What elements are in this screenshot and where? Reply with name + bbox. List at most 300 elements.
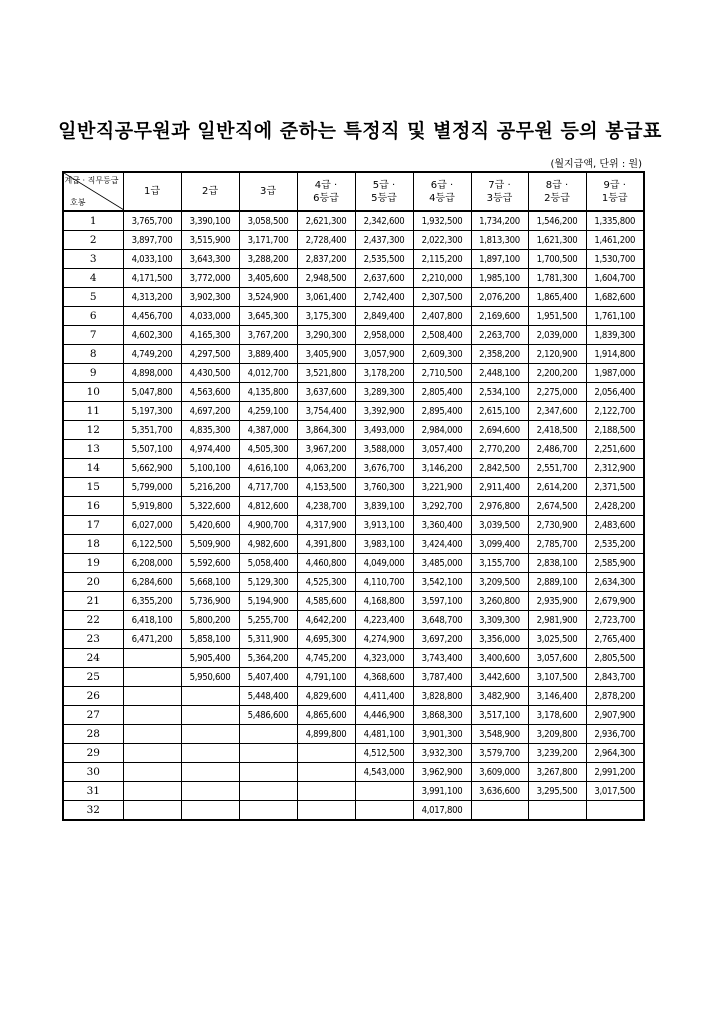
salary-cell: 4,695,300 [297, 630, 355, 649]
salary-cell [181, 763, 239, 782]
salary-cell: 3,356,000 [471, 630, 528, 649]
salary-cell: 5,047,800 [123, 383, 181, 402]
step-cell: 25 [63, 668, 123, 687]
salary-cell: 5,592,600 [181, 554, 239, 573]
salary-cell: 4,460,800 [297, 554, 355, 573]
salary-cell: 1,932,500 [413, 211, 471, 231]
salary-cell: 5,058,400 [239, 554, 297, 573]
salary-cell: 4,165,300 [181, 326, 239, 345]
salary-cell: 2,674,500 [528, 497, 586, 516]
step-cell: 21 [63, 592, 123, 611]
column-header [586, 172, 644, 211]
salary-cell: 4,745,200 [297, 649, 355, 668]
salary-cell: 3,524,900 [239, 288, 297, 307]
salary-cell: 4,168,800 [355, 592, 413, 611]
column-header [181, 172, 239, 211]
step-cell: 5 [63, 288, 123, 307]
salary-cell: 2,418,500 [528, 421, 586, 440]
salary-cell: 5,364,200 [239, 649, 297, 668]
salary-cell: 3,636,600 [471, 782, 528, 801]
salary-cell: 3,839,100 [355, 497, 413, 516]
salary-cell: 3,061,400 [297, 288, 355, 307]
salary-cell: 3,864,300 [297, 421, 355, 440]
salary-cell: 3,405,900 [297, 345, 355, 364]
salary-cell: 2,838,100 [528, 554, 586, 573]
salary-cell: 3,676,700 [355, 459, 413, 478]
step-cell: 31 [63, 782, 123, 801]
salary-cell: 6,355,200 [123, 592, 181, 611]
table-row [63, 383, 644, 402]
salary-cell: 2,407,800 [413, 307, 471, 326]
salary-cell: 1,813,300 [471, 231, 528, 250]
salary-cell [123, 801, 181, 821]
salary-cell: 3,697,200 [413, 630, 471, 649]
salary-cell: 2,115,200 [413, 250, 471, 269]
salary-cell: 4,110,700 [355, 573, 413, 592]
salary-cell [123, 687, 181, 706]
step-cell: 3 [63, 250, 123, 269]
salary-cell: 4,456,700 [123, 307, 181, 326]
column-header [413, 172, 471, 211]
salary-cell: 2,448,100 [471, 364, 528, 383]
salary-cell: 3,107,500 [528, 668, 586, 687]
table-row [63, 516, 644, 535]
step-cell: 19 [63, 554, 123, 573]
salary-cell: 6,208,000 [123, 554, 181, 573]
salary-cell: 3,648,700 [413, 611, 471, 630]
table-row [63, 345, 644, 364]
salary-cell: 2,122,700 [586, 402, 644, 421]
salary-cell: 2,371,500 [586, 478, 644, 497]
salary-cell: 2,188,500 [586, 421, 644, 440]
table-row [63, 592, 644, 611]
salary-cell [181, 725, 239, 744]
salary-cell: 3,597,100 [413, 592, 471, 611]
salary-cell: 3,517,100 [471, 706, 528, 725]
salary-cell [181, 801, 239, 821]
table-row [63, 288, 644, 307]
column-header-line: 3등급 [486, 192, 513, 204]
salary-cell: 3,057,400 [413, 440, 471, 459]
salary-cell: 2,907,900 [586, 706, 644, 725]
salary-cell: 4,642,200 [297, 611, 355, 630]
salary-cell: 3,542,100 [413, 573, 471, 592]
salary-cell: 2,615,100 [471, 402, 528, 421]
salary-cell: 4,274,900 [355, 630, 413, 649]
salary-cell: 2,843,700 [586, 668, 644, 687]
salary-cell: 2,169,600 [471, 307, 528, 326]
salary-cell: 3,609,000 [471, 763, 528, 782]
salary-cell: 1,734,200 [471, 211, 528, 231]
salary-cell: 2,842,500 [471, 459, 528, 478]
table-row [63, 801, 644, 821]
salary-cell: 4,368,600 [355, 668, 413, 687]
salary-cell: 1,546,200 [528, 211, 586, 231]
salary-cell: 4,446,900 [355, 706, 413, 725]
salary-cell [297, 744, 355, 763]
salary-cell: 3,039,500 [471, 516, 528, 535]
salary-cell: 4,717,700 [239, 478, 297, 497]
salary-cell: 3,901,300 [413, 725, 471, 744]
column-header-line: 3급 [259, 186, 277, 197]
salary-cell: 4,033,100 [123, 250, 181, 269]
salary-cell: 1,865,400 [528, 288, 586, 307]
salary-cell: 4,543,000 [355, 763, 413, 782]
salary-cell: 2,275,000 [528, 383, 586, 402]
table-row [63, 211, 644, 231]
salary-cell: 4,563,600 [181, 383, 239, 402]
table-row [63, 307, 644, 326]
salary-cell: 2,307,500 [413, 288, 471, 307]
salary-cell: 3,290,300 [297, 326, 355, 345]
salary-cell: 2,483,600 [586, 516, 644, 535]
salary-cell [471, 801, 528, 821]
salary-cell: 1,604,700 [586, 269, 644, 288]
salary-cell: 3,767,200 [239, 326, 297, 345]
table-row [63, 421, 644, 440]
salary-cell: 2,022,300 [413, 231, 471, 250]
salary-cell: 3,295,500 [528, 782, 586, 801]
step-cell: 20 [63, 573, 123, 592]
salary-cell: 3,309,300 [471, 611, 528, 630]
salary-cell: 2,895,400 [413, 402, 471, 421]
table-row [63, 668, 644, 687]
salary-cell: 4,012,700 [239, 364, 297, 383]
column-header-line: 7급 · [488, 179, 511, 191]
column-header [355, 172, 413, 211]
salary-cell: 2,770,200 [471, 440, 528, 459]
salary-cell: 5,129,300 [239, 573, 297, 592]
table-row [63, 744, 644, 763]
salary-cell: 6,418,100 [123, 611, 181, 630]
salary-cell: 2,765,400 [586, 630, 644, 649]
column-header-line: 4급 · [314, 179, 338, 191]
salary-cell: 4,017,800 [413, 801, 471, 821]
salary-cell: 4,616,100 [239, 459, 297, 478]
salary-cell: 3,983,100 [355, 535, 413, 554]
salary-cell: 2,837,200 [297, 250, 355, 269]
salary-cell: 2,958,000 [355, 326, 413, 345]
salary-cell: 4,317,900 [297, 516, 355, 535]
column-header [123, 172, 181, 211]
step-cell: 30 [63, 763, 123, 782]
salary-cell: 1,987,000 [586, 364, 644, 383]
salary-cell: 2,935,900 [528, 592, 586, 611]
salary-cell: 3,588,000 [355, 440, 413, 459]
salary-cell: 4,505,300 [239, 440, 297, 459]
salary-cell: 3,392,900 [355, 402, 413, 421]
table-row [63, 554, 644, 573]
salary-cell: 2,911,400 [471, 478, 528, 497]
salary-cell: 2,621,300 [297, 211, 355, 231]
salary-cell [123, 744, 181, 763]
salary-cell: 5,255,700 [239, 611, 297, 630]
salary-cell: 3,057,900 [355, 345, 413, 364]
salary-cell: 2,730,900 [528, 516, 586, 535]
column-header [471, 172, 528, 211]
salary-cell: 6,284,600 [123, 573, 181, 592]
salary-cell: 3,057,600 [528, 649, 586, 668]
column-header-line: 5급 · [372, 179, 396, 191]
salary-cell: 4,512,500 [355, 744, 413, 763]
salary-cell: 3,637,600 [297, 383, 355, 402]
salary-cell: 1,621,300 [528, 231, 586, 250]
table-row [63, 231, 644, 250]
salary-cell: 4,411,400 [355, 687, 413, 706]
salary-cell: 2,076,200 [471, 288, 528, 307]
table-row [63, 687, 644, 706]
salary-cell: 3,289,300 [355, 383, 413, 402]
salary-cell: 3,493,000 [355, 421, 413, 440]
salary-cell: 4,900,700 [239, 516, 297, 535]
salary-cell: 5,194,900 [239, 592, 297, 611]
salary-cell [181, 687, 239, 706]
salary-cell: 2,312,900 [586, 459, 644, 478]
salary-cell: 2,723,700 [586, 611, 644, 630]
salary-cell: 4,697,200 [181, 402, 239, 421]
step-cell: 15 [63, 478, 123, 497]
salary-cell: 2,251,600 [586, 440, 644, 459]
salary-cell: 4,323,000 [355, 649, 413, 668]
table-row [63, 478, 644, 497]
column-header [528, 172, 586, 211]
salary-cell: 2,981,900 [528, 611, 586, 630]
salary-cell: 3,772,000 [181, 269, 239, 288]
salary-cell: 4,602,300 [123, 326, 181, 345]
salary-cell: 4,238,700 [297, 497, 355, 516]
step-cell: 6 [63, 307, 123, 326]
column-header-line: 4등급 [429, 192, 455, 204]
salary-cell: 5,216,200 [181, 478, 239, 497]
salary-cell [239, 744, 297, 763]
salary-cell: 2,535,200 [586, 535, 644, 554]
salary-cell: 3,579,700 [471, 744, 528, 763]
step-cell: 12 [63, 421, 123, 440]
salary-cell [123, 763, 181, 782]
salary-cell: 1,682,600 [586, 288, 644, 307]
salary-cell [123, 725, 181, 744]
salary-cell: 6,471,200 [123, 630, 181, 649]
column-header-line: 1등급 [601, 192, 628, 204]
salary-cell: 2,728,400 [297, 231, 355, 250]
salary-cell: 5,311,900 [239, 630, 297, 649]
salary-cell: 3,209,500 [471, 573, 528, 592]
salary-cell: 3,288,200 [239, 250, 297, 269]
salary-cell: 2,358,200 [471, 345, 528, 364]
salary-cell: 3,787,400 [413, 668, 471, 687]
step-cell: 4 [63, 269, 123, 288]
salary-cell: 5,407,400 [239, 668, 297, 687]
salary-cell [181, 706, 239, 725]
table-row [63, 250, 644, 269]
column-header-line: 2급 [201, 186, 219, 197]
table-row [63, 763, 644, 782]
salary-cell: 4,063,200 [297, 459, 355, 478]
salary-cell: 4,259,100 [239, 402, 297, 421]
salary-cell: 4,481,100 [355, 725, 413, 744]
salary-cell: 2,428,200 [586, 497, 644, 516]
salary-cell: 3,390,100 [181, 211, 239, 231]
table-row [63, 725, 644, 744]
column-header-line: 9급 · [603, 179, 626, 191]
salary-cell: 3,017,500 [586, 782, 644, 801]
salary-cell: 3,178,600 [528, 706, 586, 725]
step-cell: 14 [63, 459, 123, 478]
corner-header [63, 172, 123, 211]
salary-cell: 5,905,400 [181, 649, 239, 668]
salary-cell: 2,120,900 [528, 345, 586, 364]
salary-cell: 5,662,900 [123, 459, 181, 478]
salary-cell: 4,898,000 [123, 364, 181, 383]
salary-cell [297, 782, 355, 801]
salary-cell [528, 801, 586, 821]
salary-table [62, 171, 645, 821]
salary-cell: 4,812,600 [239, 497, 297, 516]
corner-bottom-label: 호봉 [70, 198, 86, 207]
salary-cell: 3,099,400 [471, 535, 528, 554]
step-cell: 9 [63, 364, 123, 383]
step-cell: 11 [63, 402, 123, 421]
salary-cell: 1,914,800 [586, 345, 644, 364]
salary-cell: 3,643,300 [181, 250, 239, 269]
step-cell: 22 [63, 611, 123, 630]
salary-cell: 4,899,800 [297, 725, 355, 744]
salary-cell: 3,485,000 [413, 554, 471, 573]
step-cell: 7 [63, 326, 123, 345]
salary-cell: 5,736,900 [181, 592, 239, 611]
salary-cell: 3,962,900 [413, 763, 471, 782]
column-header-line: 6급 · [430, 179, 454, 191]
salary-cell: 4,387,000 [239, 421, 297, 440]
salary-cell: 3,743,400 [413, 649, 471, 668]
salary-cell: 2,263,700 [471, 326, 528, 345]
table-row [63, 630, 644, 649]
salary-cell: 1,985,100 [471, 269, 528, 288]
salary-cell: 4,585,600 [297, 592, 355, 611]
salary-cell: 3,178,200 [355, 364, 413, 383]
salary-cell: 2,535,500 [355, 250, 413, 269]
step-cell: 28 [63, 725, 123, 744]
salary-cell: 2,486,700 [528, 440, 586, 459]
salary-cell: 3,239,200 [528, 744, 586, 763]
salary-cell: 2,889,100 [528, 573, 586, 592]
salary-cell: 1,781,300 [528, 269, 586, 288]
column-header [297, 172, 355, 211]
unit-note: (월지급액, 단위 : 원) [550, 159, 642, 170]
salary-cell: 2,508,400 [413, 326, 471, 345]
salary-cell: 5,420,600 [181, 516, 239, 535]
salary-cell: 3,025,500 [528, 630, 586, 649]
salary-cell: 3,424,400 [413, 535, 471, 554]
salary-cell: 3,175,300 [297, 307, 355, 326]
table-row [63, 782, 644, 801]
salary-cell: 3,967,200 [297, 440, 355, 459]
salary-cell [123, 668, 181, 687]
salary-cell: 5,351,700 [123, 421, 181, 440]
salary-cell: 1,530,700 [586, 250, 644, 269]
header-row [63, 172, 644, 211]
salary-cell: 2,991,200 [586, 763, 644, 782]
table-row [63, 459, 644, 478]
salary-cell: 5,448,400 [239, 687, 297, 706]
column-header-line: 5등급 [371, 192, 397, 204]
column-header [239, 172, 297, 211]
salary-cell: 4,791,100 [297, 668, 355, 687]
salary-cell: 3,902,300 [181, 288, 239, 307]
step-cell: 8 [63, 345, 123, 364]
salary-cell [239, 763, 297, 782]
salary-cell: 3,868,300 [413, 706, 471, 725]
salary-cell: 3,171,700 [239, 231, 297, 250]
salary-cell: 4,829,600 [297, 687, 355, 706]
salary-cell [181, 782, 239, 801]
salary-cell: 2,805,400 [413, 383, 471, 402]
salary-cell: 2,849,400 [355, 307, 413, 326]
salary-cell: 2,878,200 [586, 687, 644, 706]
salary-cell: 4,033,000 [181, 307, 239, 326]
salary-cell [181, 744, 239, 763]
salary-cell: 5,668,100 [181, 573, 239, 592]
step-cell: 29 [63, 744, 123, 763]
step-cell: 18 [63, 535, 123, 554]
step-cell: 10 [63, 383, 123, 402]
salary-cell: 5,322,600 [181, 497, 239, 516]
table-row [63, 649, 644, 668]
table-row [63, 440, 644, 459]
salary-cell: 3,913,100 [355, 516, 413, 535]
salary-cell: 2,679,900 [586, 592, 644, 611]
salary-cell: 6,027,000 [123, 516, 181, 535]
salary-cell: 2,742,400 [355, 288, 413, 307]
salary-cell: 2,609,300 [413, 345, 471, 364]
salary-cell: 2,437,300 [355, 231, 413, 250]
step-cell: 24 [63, 649, 123, 668]
salary-cell: 4,135,800 [239, 383, 297, 402]
salary-cell: 2,534,100 [471, 383, 528, 402]
salary-cell [123, 706, 181, 725]
salary-cell: 5,919,800 [123, 497, 181, 516]
salary-cell [123, 782, 181, 801]
salary-cell: 2,964,300 [586, 744, 644, 763]
column-header-line: 1급 [143, 186, 161, 197]
salary-cell: 3,932,300 [413, 744, 471, 763]
salary-cell: 3,058,500 [239, 211, 297, 231]
column-header-line: 6등급 [313, 192, 339, 204]
salary-cell: 3,209,800 [528, 725, 586, 744]
salary-cell: 2,056,400 [586, 383, 644, 402]
salary-cell: 5,799,000 [123, 478, 181, 497]
table-row [63, 364, 644, 383]
salary-cell: 4,974,400 [181, 440, 239, 459]
salary-cell: 3,442,600 [471, 668, 528, 687]
step-cell: 27 [63, 706, 123, 725]
salary-cell: 5,100,100 [181, 459, 239, 478]
step-cell: 1 [63, 211, 123, 231]
salary-cell: 1,839,300 [586, 326, 644, 345]
salary-cell: 1,461,200 [586, 231, 644, 250]
salary-cell: 3,155,700 [471, 554, 528, 573]
table-row [63, 706, 644, 725]
salary-cell: 4,153,500 [297, 478, 355, 497]
salary-cell: 5,858,100 [181, 630, 239, 649]
salary-cell: 3,221,900 [413, 478, 471, 497]
salary-cell: 1,951,500 [528, 307, 586, 326]
step-cell: 17 [63, 516, 123, 535]
salary-cell: 4,049,000 [355, 554, 413, 573]
step-cell: 2 [63, 231, 123, 250]
step-cell: 26 [63, 687, 123, 706]
salary-cell: 3,515,900 [181, 231, 239, 250]
